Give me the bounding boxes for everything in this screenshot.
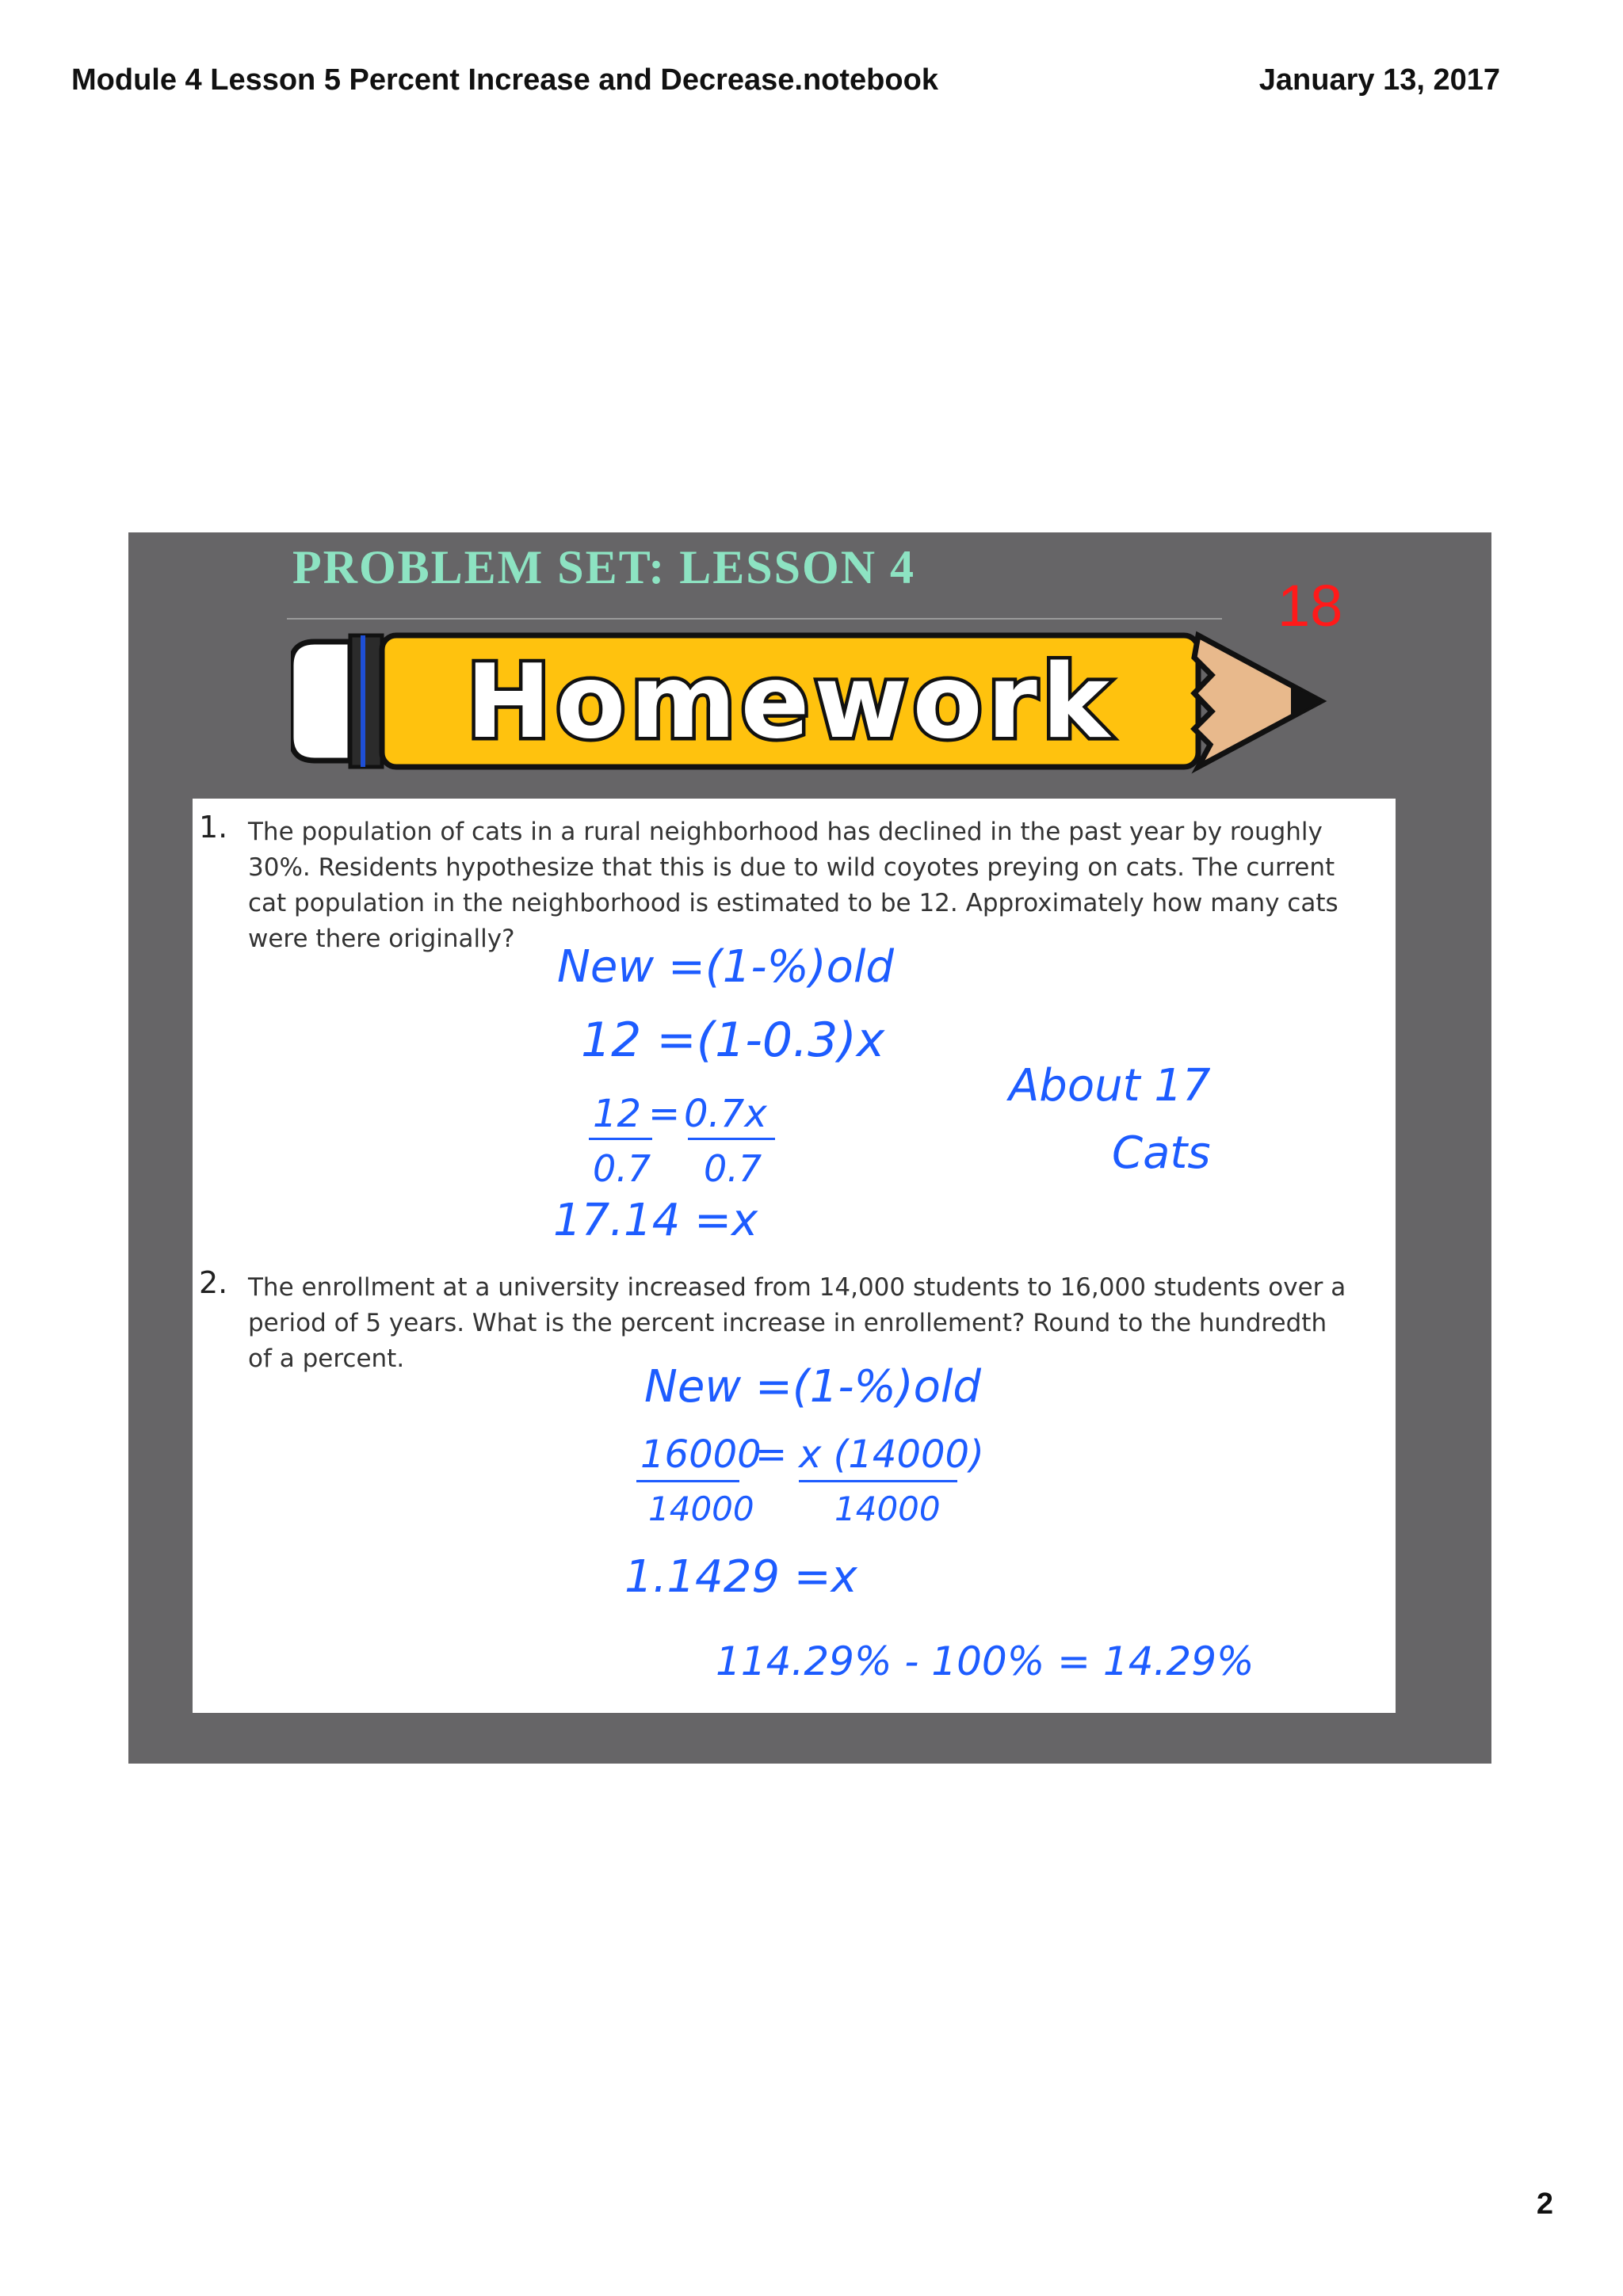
slide-title: PROBLEM SET: LESSON 4 xyxy=(292,541,916,593)
fraction-bar xyxy=(589,1138,652,1140)
handwritten-answer: About 17 xyxy=(1009,1060,1211,1112)
handwritten-step: 0.7 xyxy=(593,1147,651,1190)
handwritten-formula: New =(1-%)old xyxy=(644,1361,981,1413)
handwritten-result: 1.1429 =x xyxy=(624,1551,857,1603)
page-number: 2 xyxy=(1536,2187,1553,2221)
problem-1 xyxy=(193,810,1358,957)
problem-number: 2. xyxy=(199,1265,228,1300)
fraction-bar xyxy=(799,1480,957,1482)
handwritten-answer: Cats xyxy=(1112,1127,1211,1179)
handwritten-formula: New =(1-%)old xyxy=(557,941,894,993)
homework-pencil-banner xyxy=(291,618,1369,776)
handwritten-answer: 114.29% - 100% = 14.29% xyxy=(716,1638,1254,1684)
handwritten-step: 14000 xyxy=(834,1489,941,1528)
problem-text: The enrollment at a university increased from 14,000 students to 16,000 students over a period of 5 years. What is the percent increase in enrollement? Round to the hundredth of a percent. xyxy=(248,1273,1346,1373)
handwritten-step: x (14000) xyxy=(799,1432,984,1477)
document-date: January 13, 2017 xyxy=(1258,63,1500,97)
handwritten-result: 17.14 =x xyxy=(553,1195,758,1246)
handwritten-step: 0.7x xyxy=(684,1092,767,1136)
document-title: Module 4 Lesson 5 Percent Increase and Decrease.notebook xyxy=(71,63,938,97)
slide xyxy=(128,532,1491,1764)
fraction-bar xyxy=(636,1480,739,1482)
handwritten-step: = xyxy=(648,1092,681,1136)
handwritten-step: 12 xyxy=(593,1092,642,1136)
handwritten-step: 16000 xyxy=(640,1432,762,1477)
handwritten-step: 0.7 xyxy=(704,1147,762,1190)
homework-banner-text: Homework xyxy=(466,643,1114,761)
handwritten-step: 14000 xyxy=(648,1489,754,1528)
worksheet xyxy=(193,799,1396,1713)
problem-text: The population of cats in a rural neighborhood has declined in the past year by roughly 30%. Residents hypothesize that this is due to wild coyotes preying on cats. The current cat population in the neighborhood is estimated to be 12. Approximately how many cats were there originally? xyxy=(248,818,1338,953)
problem-number: 1. xyxy=(199,810,228,845)
handwritten-step: = xyxy=(755,1432,788,1477)
fraction-bar xyxy=(688,1138,775,1140)
handwritten-step: 12 =(1-0.3)x xyxy=(581,1013,885,1068)
score-annotation: 18 xyxy=(1277,573,1343,639)
